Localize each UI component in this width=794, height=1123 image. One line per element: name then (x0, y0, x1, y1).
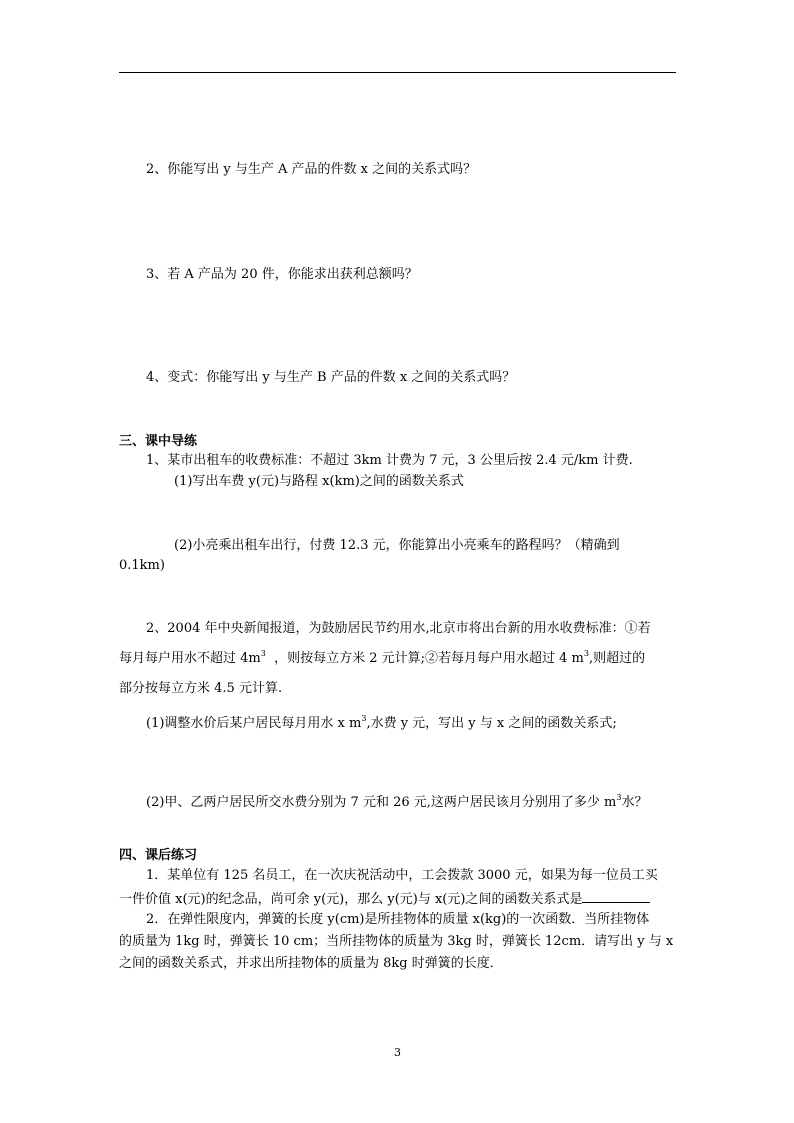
problem-1-sub-1: (1)写出车费 y(元)与路程 x(km)之间的函数关系式 (174, 474, 464, 489)
exercise-2-line-2: 的质量为 1kg 时，弹簧长 10 cm；当所挂物体的质量为 3kg 时，弹簧长 12cm．请写出 y 与 x (119, 934, 674, 949)
problem-1-sub-2-line-2: 0.1km) (119, 558, 165, 573)
exercise-1-line-2: 一件价值 x(元)的纪念品，尚可余 y(元)，那么 y(元)与 x(元)之间的函数关系式是 (119, 890, 650, 908)
problem-1-sub-2-line-1: (2)小亮乘出租车出行，付费 12.3 元，你能算出小亮乘车的路程吗？（精确到 (174, 538, 620, 553)
problem-2-line-3: 部分按每立方米 4.5 元计算. (119, 681, 283, 696)
problem-2-line-1: 2、2004 年中央新闻报道，为鼓励居民节约用水,北京市将出台新的用水收费标准：①若 (146, 621, 651, 636)
problem-2-sub-1: (1)调整水价后某户居民每月用水 x $m^3$,水费 y 元，写出 y 与 x 之间的函数关系式; (146, 714, 617, 731)
exercise-2-line-1: 2．在弹性限度内，弹簧的长度 y(cm)是所挂物体的质量 x(kg)的一次函数．当所挂物体 (146, 912, 650, 927)
answer-blank (582, 890, 650, 903)
question-2: 2、你能写出 y 与生产 A 产品的件数 x 之间的关系式吗？ (146, 162, 477, 177)
problem-1-intro: 1、某市出租车的收费标准：不超过 3km 计费为 7 元，3 公里后按 2.4 元/km 计费. (146, 453, 633, 468)
exercise-2-line-3: 之间的函数关系式，并求出所挂物体的质量为 8kg 时弹簧的长度． (119, 956, 503, 971)
header-rule (119, 72, 676, 73)
exercise-1-line-1: 1．某单位有 125 名员工，在一次庆祝活动中，工会拨款 3000 元，如果为每一位员工买 (146, 868, 658, 883)
problem-2-sub-2: (2)甲、乙两户居民所交水费分别为 7 元和 26 元,这两户居民该月分别用了多少 $m^3$水？ (146, 793, 648, 810)
question-4: 4、变式：你能写出 y 与生产 B 产品的件数 x 之间的关系式吗？ (146, 370, 516, 385)
question-3: 3、若 A 产品为 20 件，你能求出获利总额吗？ (146, 267, 418, 282)
section-3-heading: 三、课中导练 (119, 434, 198, 449)
section-4-heading: 四、课后练习 (119, 848, 198, 863)
problem-2-line-2: 每月每户用水不超过 $4m^3$ ，则按每立方米 2 元计算;②若每月每户用水超过 4 $m^3$,则超过的 (119, 649, 646, 666)
page-number: 3 (394, 1046, 401, 1059)
